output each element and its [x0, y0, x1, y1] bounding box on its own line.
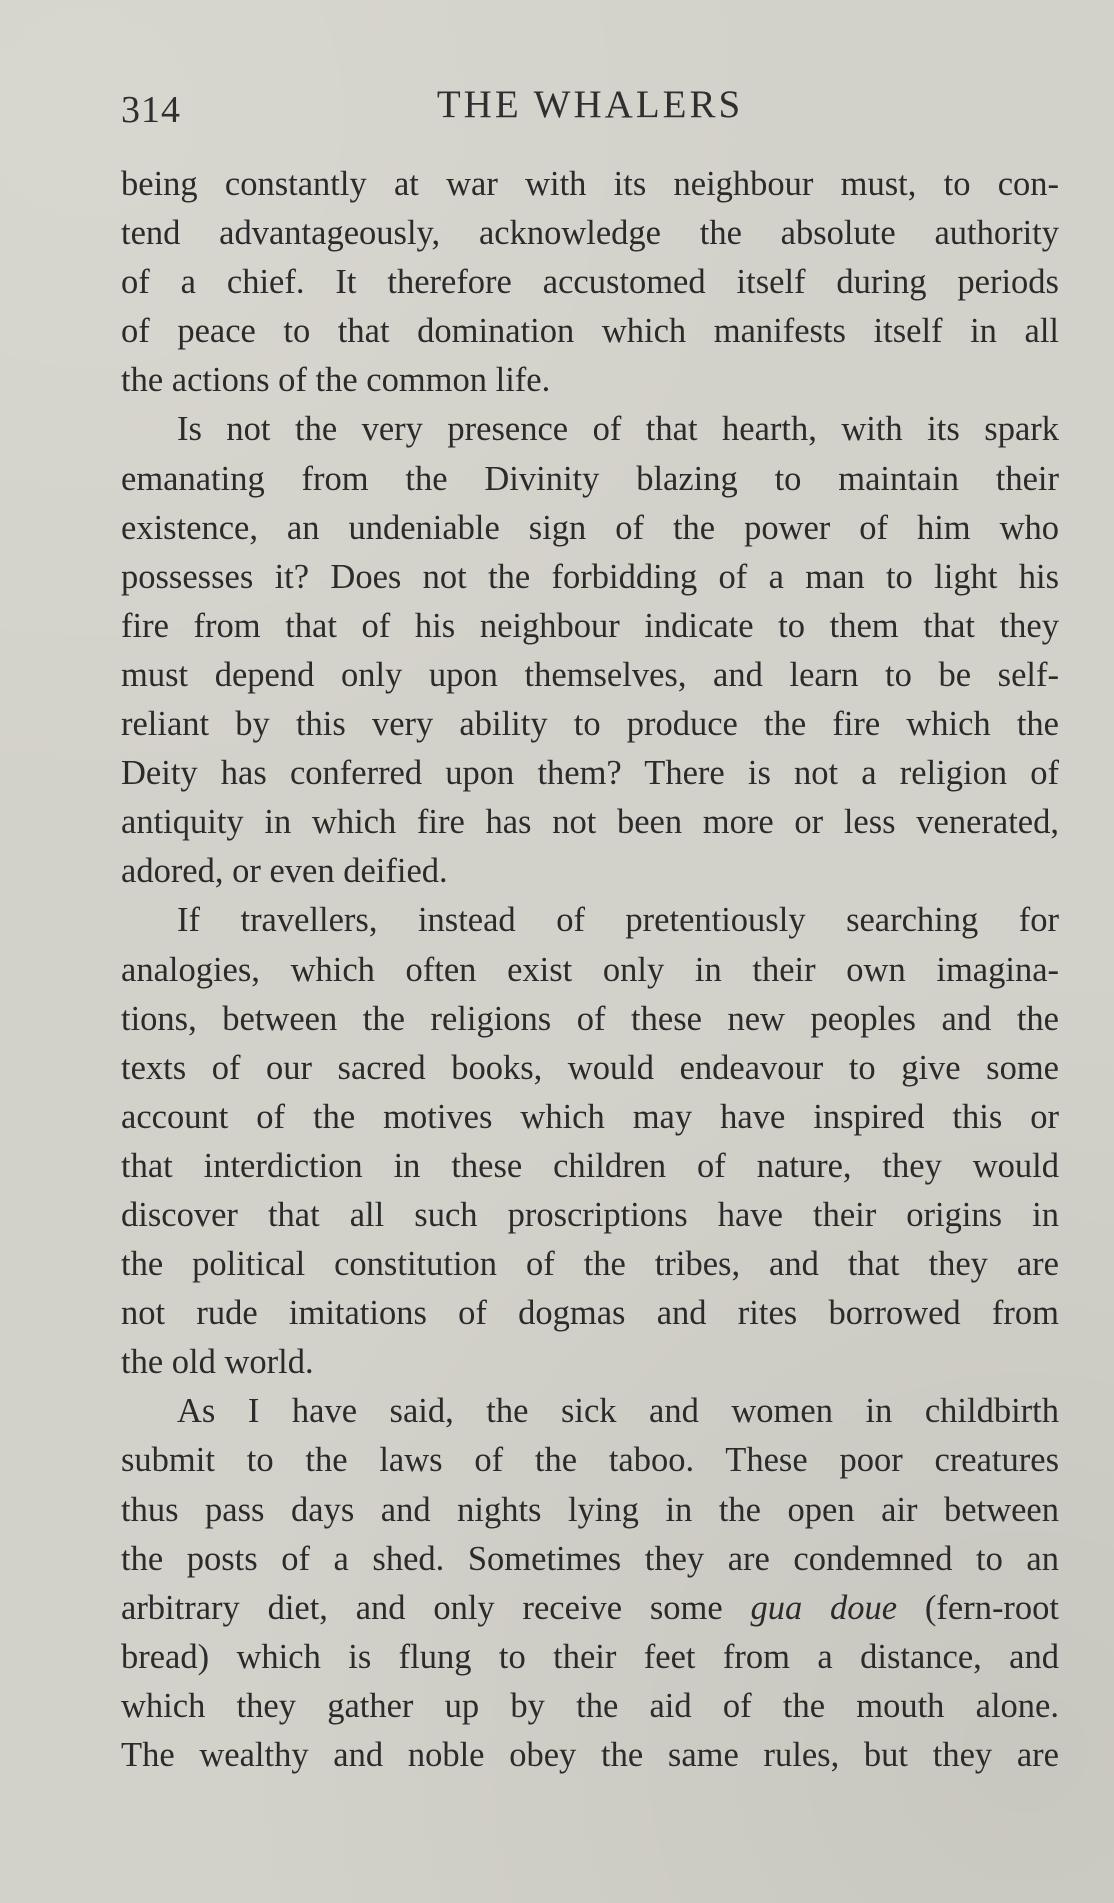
text-line: which they gather up by the aid of the mouth alone. — [121, 1686, 1059, 1725]
text-line: existence, an undeniable sign of the power of him who — [121, 508, 1059, 547]
text-line: the political constitution of the tribes, and that they are — [121, 1245, 1059, 1284]
text-line: possesses it? Does not the forbidding of a man to light his — [121, 557, 1059, 596]
text-line: the actions of the common life. — [121, 361, 551, 400]
paragraph-start-line: If travellers, instead of pretentiously searching for — [177, 901, 1059, 940]
text-line: the posts of a shed. Sometimes they are condemned to an — [121, 1539, 1059, 1578]
paragraph-start-line: Is not the very presence of that hearth, with its spark — [177, 410, 1059, 449]
text-line: submit to the laws of the taboo. These poor creatures — [121, 1441, 1059, 1480]
text-line: of peace to that domination which manifests itself in all — [121, 312, 1059, 351]
running-title: THE WHALERS — [436, 83, 744, 126]
text-line: reliant by this very ability to produce the fire which the — [121, 705, 1059, 744]
text-line-with-italic — [121, 1584, 1059, 1633]
text-line: antiquity in which fire has not been more or less venerated, — [121, 803, 1059, 842]
text-line: fire from that of his neighbour indicate to them that they — [121, 606, 1059, 645]
text-line: the old world. — [121, 1343, 314, 1382]
text-line: of a chief. It therefore accustomed itself during periods — [121, 263, 1059, 302]
text-line: Deity has conferred upon them? There is not a religion of — [121, 754, 1059, 793]
page-number: 314 — [121, 89, 181, 131]
text-line: emanating from the Divinity blazing to maintain their — [121, 459, 1059, 498]
text-line: must depend only upon themselves, and learn to be self- — [121, 655, 1059, 694]
text-line: that interdiction in these children of nature, they would — [121, 1146, 1059, 1185]
text-segment: arbitrary diet, and only receive some — [121, 1588, 751, 1627]
text-line: not rude imitations of dogmas and rites borrowed from — [121, 1294, 1059, 1333]
body-text — [121, 160, 1059, 1780]
text-line: tend advantageously, acknowledge the absolute authority — [121, 214, 1059, 253]
text-line: discover that all such proscriptions have their origins in — [121, 1195, 1059, 1234]
text-line: account of the motives which may have inspired this or — [121, 1097, 1059, 1136]
text-line: adored, or even deified. — [121, 852, 448, 891]
running-head — [121, 82, 1059, 142]
text-line: The wealthy and noble obey the same rules, but they are — [121, 1736, 1059, 1774]
text-line: analogies, which often exist only in their own imagina- — [121, 950, 1059, 989]
paragraph-start-line: As I have said, the sick and women in childbirth — [177, 1392, 1059, 1431]
italic-term: gua doue — [750, 1588, 898, 1627]
text-line: texts of our sacred books, would endeavour to give some — [121, 1048, 1059, 1087]
text-segment: (fern-root — [897, 1588, 1060, 1627]
text-line: tions, between the religions of these new peoples and the — [121, 999, 1059, 1038]
text-line: being constantly at war with its neighbour must, to con- — [121, 165, 1059, 203]
text-line: bread) which is flung to their feet from a distance, and — [121, 1637, 1059, 1676]
text-line: thus pass days and nights lying in the open air between — [121, 1490, 1059, 1529]
